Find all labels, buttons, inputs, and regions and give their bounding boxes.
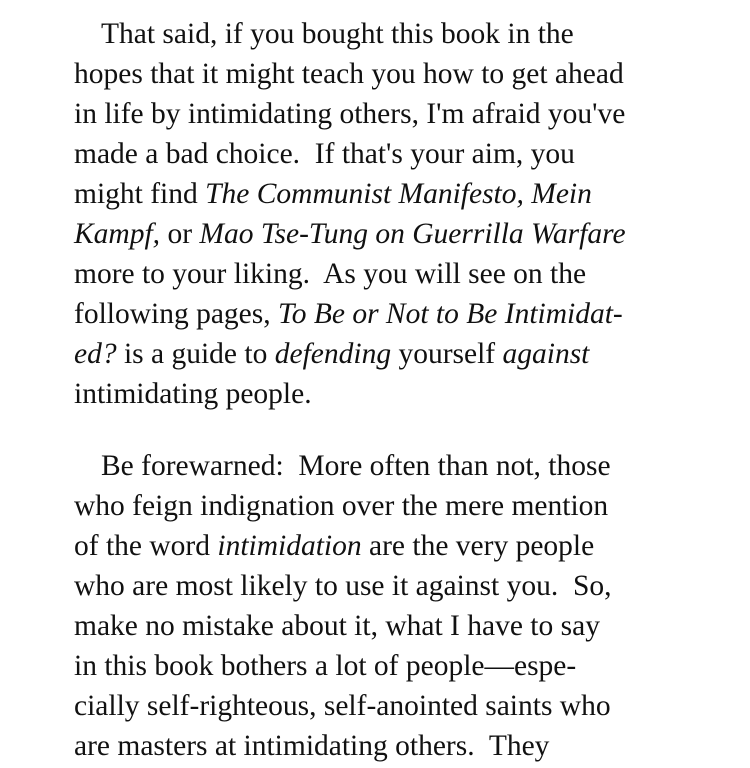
text-run: is a guide to (116, 338, 275, 370)
emphasis-italic: defending (274, 338, 392, 370)
text-line: make no mistake about it, what I have to say (74, 610, 600, 642)
book-title-italic: ed? (74, 338, 117, 370)
paragraph-1 (74, 14, 684, 414)
paragraph-2 (74, 446, 684, 766)
text-line: Be forewarned: More often than not, those (101, 450, 611, 482)
text-run: are the very people (361, 530, 595, 562)
text-line (74, 526, 684, 566)
text-line: hopes that it might teach you how to get ahead (74, 58, 624, 90)
text-line: cially self-righteous, self-anointed saints who (74, 690, 611, 722)
text-run: of the word (74, 530, 218, 562)
book-title-italic: Mao Tse-Tung on Guerrilla Warfare (199, 218, 626, 250)
book-page (74, 14, 684, 766)
text-line: intimidating people. (74, 378, 312, 410)
text-line: who feign indignation over the mere mention (74, 490, 609, 522)
text-line: made a bad choice. If that's your aim, you (74, 138, 575, 170)
text-line: That said, if you bought this book in the (101, 18, 574, 50)
text-run: yourself (391, 338, 503, 370)
book-title-italic: To Be or Not to Be Intimidat- (278, 298, 623, 330)
book-title-italic: Kampf, (74, 218, 161, 250)
text-line (74, 214, 684, 254)
book-title-italic: The Communist Manifesto, Mein (205, 178, 592, 210)
text-line (74, 294, 684, 334)
text-line (74, 174, 684, 214)
text-line: more to your liking. As you will see on the (74, 258, 587, 290)
text-run: following pages, (74, 298, 279, 330)
text-line: in this book bothers a lot of people—espe- (74, 650, 577, 682)
text-run: or (160, 218, 200, 250)
text-line: who are most likely to use it against you. So, (74, 570, 612, 602)
text-line: in life by intimidating others, I'm afraid you've (74, 98, 626, 130)
emphasis-italic: against (502, 338, 590, 370)
emphasis-italic: intimidation (217, 530, 362, 562)
text-line (74, 334, 684, 374)
text-line: are masters at intimidating others. They (74, 730, 550, 762)
text-run: might find (74, 178, 206, 210)
